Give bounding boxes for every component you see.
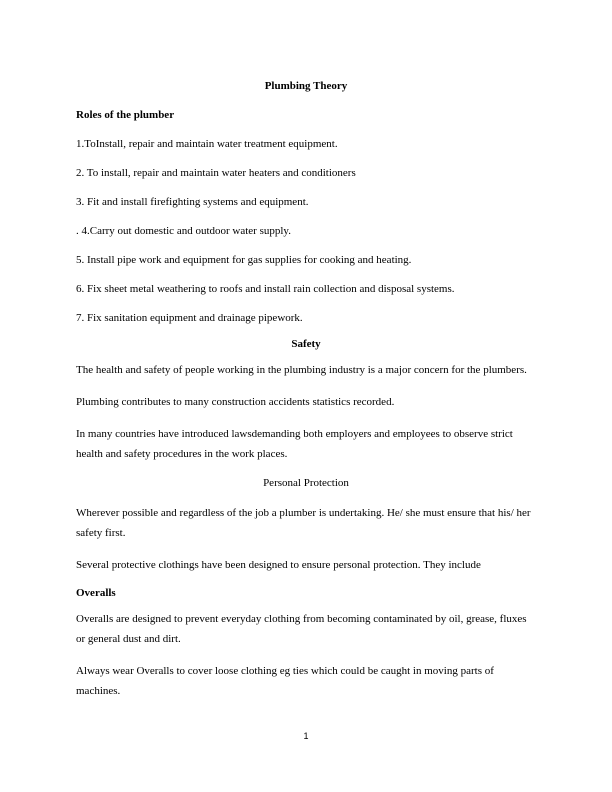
roles-list-item: 7. Fix sanitation equipment and drainage pipework. (76, 312, 303, 324)
overalls-paragraph: Always wear Overalls to cover loose clothing eg ties which could be caught in moving parts of machines. (76, 665, 494, 697)
page-number: 1 (303, 731, 309, 741)
safety-heading: Safety (291, 338, 321, 350)
overalls-paragraph: Overalls are designed to prevent everyday clothing from becoming contaminated by oil, grease, fluxes or general dust and dirt. (76, 613, 527, 645)
safety-paragraph: The health and safety of people working in the plumbing industry is a major concern for the plumbers. (76, 364, 527, 376)
roles-list-item: 6. Fix sheet metal weathering to roofs and install rain collection and disposal systems. (76, 283, 455, 295)
safety-paragraph: In many countries have introduced lawsdemanding both employers and employees to observe strict health and safety procedures in the work places. (76, 428, 513, 460)
roles-list-item: . 4.Carry out domestic and outdoor water supply. (76, 225, 291, 237)
roles-list-item: 5. Install pipe work and equipment for gas supplies for cooking and heating. (76, 254, 412, 266)
overalls-heading: Overalls (76, 587, 116, 599)
roles-list-item: 3. Fit and install firefighting systems and equipment. (76, 196, 309, 208)
document-title: Plumbing Theory (264, 80, 348, 92)
page-content (76, 79, 536, 713)
protection-paragraph: Several protective clothings have been designed to ensure personal protection. They include (76, 559, 481, 571)
roles-list-item: 1.ToInstall, repair and maintain water treatment equipment. (76, 138, 338, 150)
protection-paragraph: Wherever possible and regardless of the job a plumber is undertaking. He/ she must ensure that his/ her safety first. (76, 507, 531, 539)
roles-list-item: 2. To install, repair and maintain water heaters and conditioners (76, 167, 356, 179)
safety-paragraph: Plumbing contributes to many construction accidents statistics recorded. (76, 396, 395, 408)
roles-heading: Roles of the plumber (76, 109, 175, 121)
personal-protection-heading: Personal Protection (263, 477, 349, 489)
